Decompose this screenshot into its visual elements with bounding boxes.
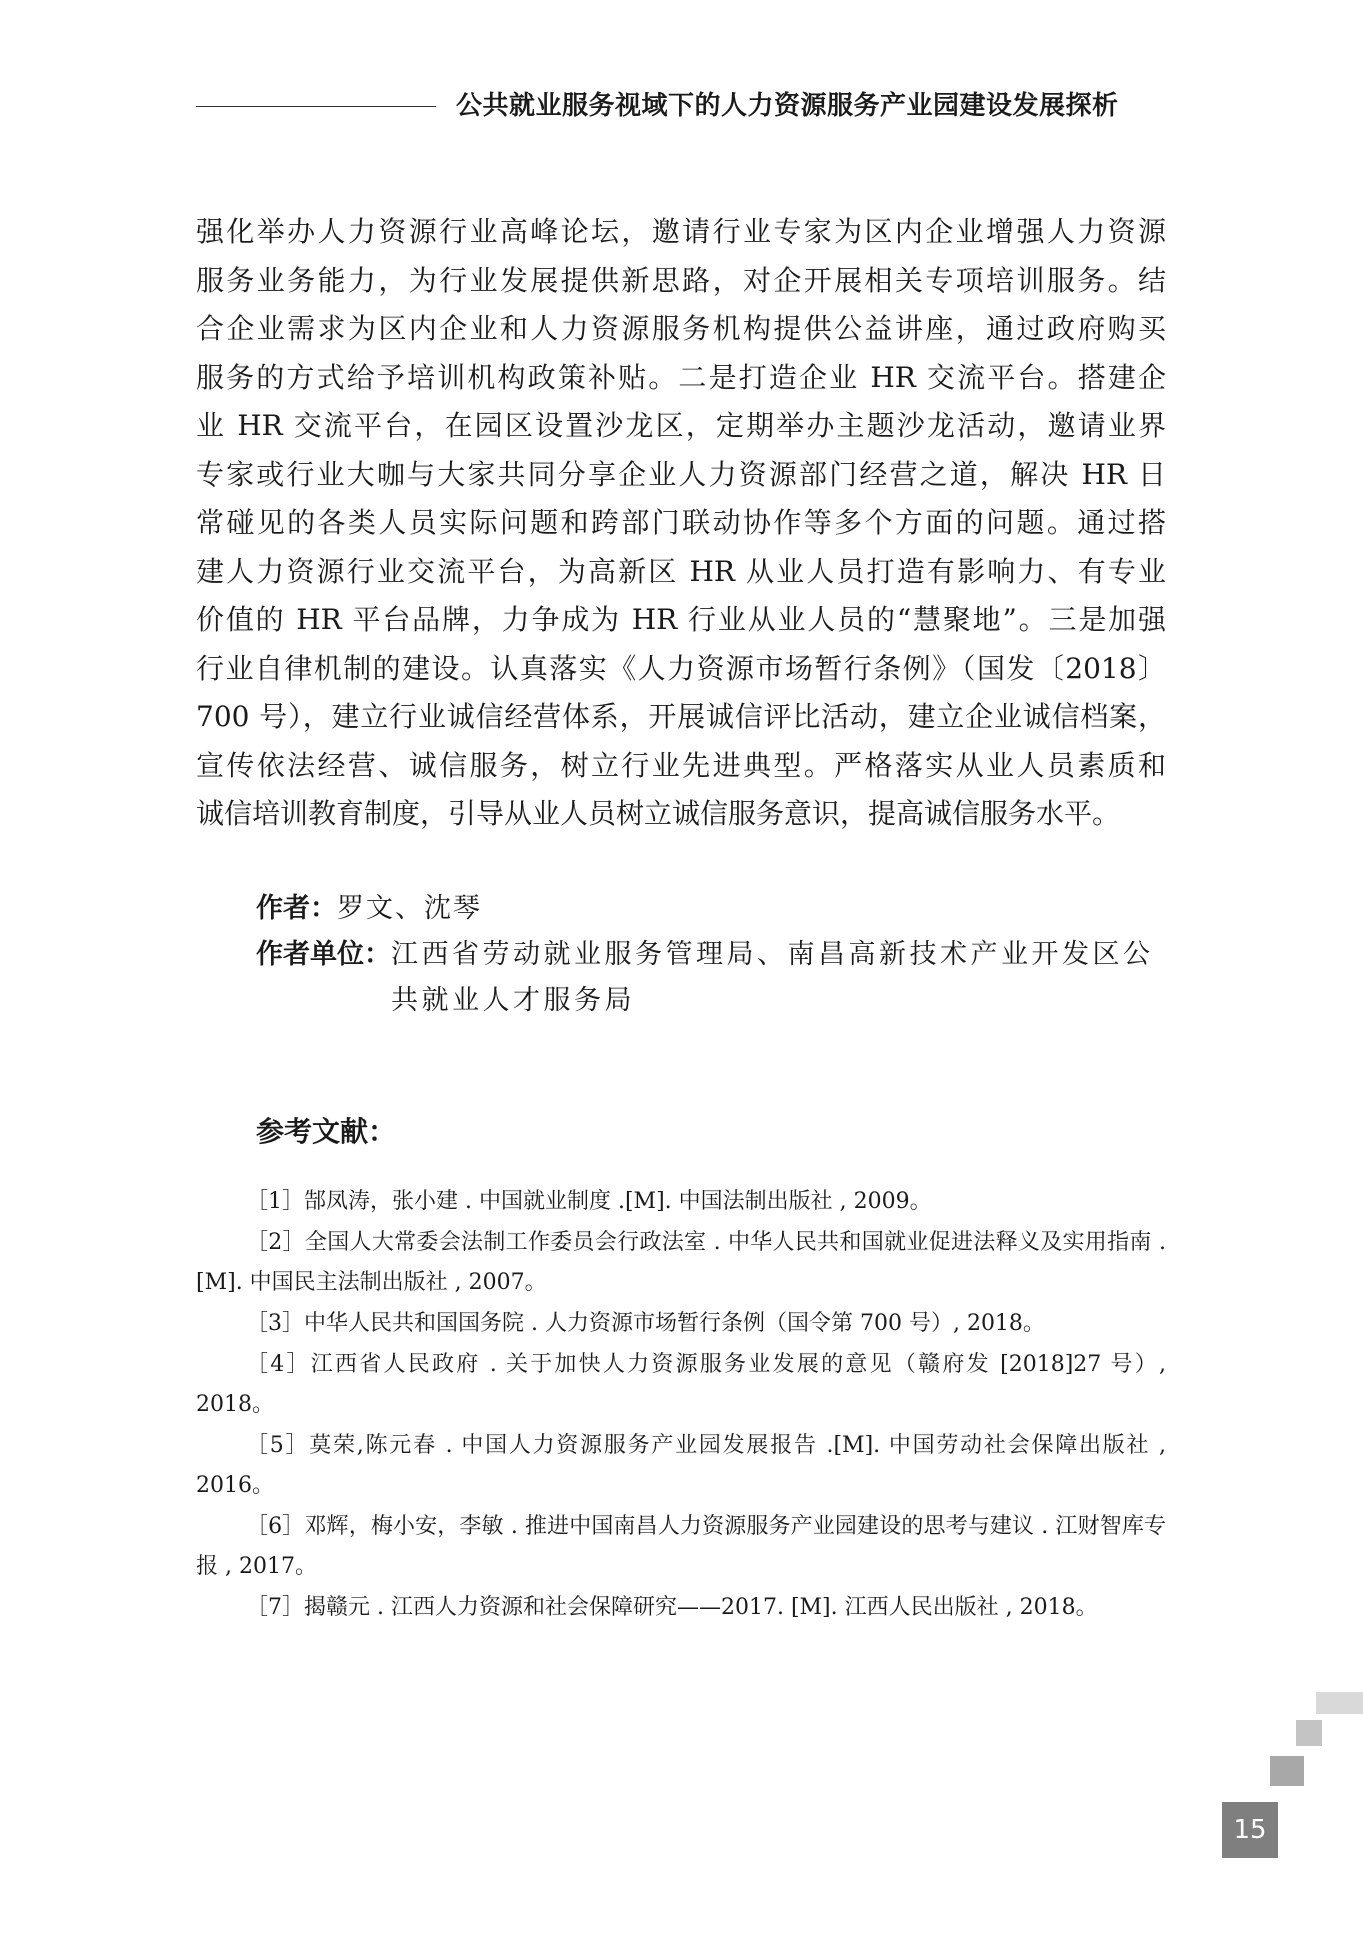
affiliation-label: 作者单位：: [256, 939, 391, 970]
body-line: 宣传依法经营、诚信服务，树立行业先进典型。严格落实从业人员素质和: [196, 748, 1166, 782]
author-names: 罗文、沈琴: [337, 893, 482, 924]
reference-item: ［5］莫荣,陈元春 . 中国人力资源服务产业园发展报告 .[M]. 中国劳动社会保障出版社 , 2016。: [196, 1433, 1166, 1498]
decorative-square: [1270, 1756, 1304, 1786]
reference-item: ［3］中华人民共和国国务院 . 人力资源市场暂行条例（国令第 700 号）, 2018。: [246, 1311, 1045, 1336]
reference-item: ［4］江西省人民政府 . 关于加快人力资源服务业发展的意见（赣府发 [2018]27 号）, 2018。: [196, 1352, 1166, 1417]
body-line: 700 号），建立行业诚信经营体系，开展诚信评比活动，建立企业诚信档案，: [196, 700, 1166, 733]
body-line: 价值的 HR 平台品牌，力争成为 HR 行业从业人员的“慧聚地”。三是加强: [196, 603, 1166, 636]
author-label: 作者：: [256, 893, 337, 924]
page-number: 15: [1222, 1802, 1278, 1858]
body-paragraph: [196, 208, 1166, 839]
decorative-square: [1316, 1692, 1363, 1714]
decorative-square: [1296, 1720, 1322, 1746]
affiliation-row: [256, 932, 1176, 1024]
body-line: 业 HR 交流平台，在园区设置沙龙区，定期举办主题沙龙活动，邀请业界: [196, 409, 1166, 442]
header-rule: [196, 106, 436, 107]
reference-item: ［6］邓辉，梅小安，李敏 . 推进中国南昌人力资源服务产业园建设的思考与建议 . 江财智库专报 , 2017。: [196, 1514, 1166, 1579]
affiliation-text: 江西省劳动就业服务管理局、南昌高新技术产业开发区公共就业人才服务局: [391, 939, 1154, 1016]
author-row: [256, 886, 1176, 932]
reference-item: ［2］全国人大常委会法制工作委员会行政法室 . 中华人民共和国就业促进法释义及实用指南 .[M]. 中国民主法制出版社 , 2007。: [196, 1230, 1166, 1295]
body-line: 行业自律机制的建设。认真落实《人力资源市场暂行条例》（国发〔2018〕: [196, 651, 1166, 685]
body-line: 专家或行业大咖与大家共同分享企业人力资源部门经营之道，解决 HR 日: [196, 457, 1166, 491]
body-line: 合企业需求为区内企业和人力资源服务机构提供公益讲座，通过政府购买: [196, 312, 1166, 345]
body-line: 服务业务能力，为行业发展提供新思路，对企开展相关专项培训服务。结: [196, 263, 1166, 297]
body-line: 建人力资源行业交流平台，为高新区 HR 从业人员打造有影响力、有专业: [196, 554, 1166, 588]
body-line: 诚信培训教育制度，引导从业人员树立诚信服务意识，提高诚信服务水平。: [196, 797, 1121, 830]
reference-item: ［7］揭赣元 . 江西人力资源和社会保障研究——2017. [M]. 江西人民出版社 , 2018。: [246, 1595, 1098, 1620]
running-header-title: 公共就业服务视域下的人力资源服务产业园建设发展探析: [456, 91, 1119, 121]
body-line: 服务的方式给予培训机构政策补贴。二是打造企业 HR 交流平台。搭建企: [196, 360, 1166, 394]
author-info: [256, 886, 1176, 1024]
references-list: [196, 1182, 1166, 1629]
body-line: 常碰见的各类人员实际问题和跨部门联动协作等多个方面的问题。通过搭: [196, 506, 1166, 539]
body-line: 强化举办人力资源行业高峰论坛，邀请行业专家为区内企业增强人力资源: [196, 215, 1166, 248]
references-heading: 参考文献：: [256, 1115, 397, 1148]
reference-item: ［1］郜凤涛，张小建 . 中国就业制度 .[M]. 中国法制出版社 , 2009。: [246, 1189, 932, 1214]
